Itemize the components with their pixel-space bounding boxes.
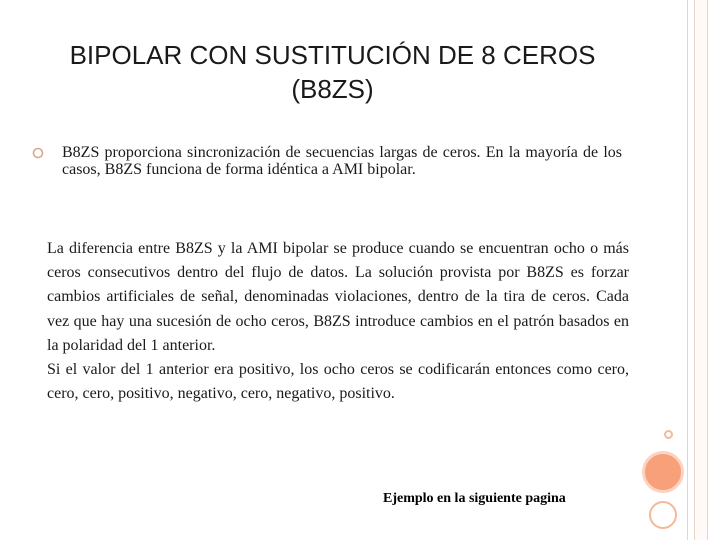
ring-circle-decoration-icon: [649, 501, 677, 529]
bullet-text: B8ZS proporciona sincronización de secuencias largas de ceros. En la mayoría de los casos, B8ZS funciona de forma idéntica a AMI bipolar.: [62, 144, 622, 178]
body-text: [47, 237, 629, 406]
hollow-circle-bullet-icon: [32, 147, 44, 159]
orange-circle-decoration-icon: [642, 451, 684, 493]
body-paragraph-1: La diferencia entre B8ZS y la AMI bipolar se produce cuando se encuentran ocho o más ceros consecutivos dentro del flujo de datos. La solución provista por B8ZS es forzar cambios artificiales de señal, denominadas violaciones, dentro de la tira de ceros. Cada vez que hay una sucesión de ocho ceros, B8ZS introduce cambios en el patrón basados en la polaridad del 1 anterior.: [47, 240, 629, 354]
bullet-item: [32, 144, 622, 178]
small-ring-decoration-icon: [664, 430, 673, 439]
next-page-note: Ejemplo en la siguiente pagina: [383, 491, 566, 506]
body-paragraph-2: Si el valor del 1 anterior era positivo, los ocho ceros se codificarán entonces como cero, cero, cero, positivo, negativo, cero, negativo, positivo.: [47, 361, 629, 403]
slide-title: BIPOLAR CON SUSTITUCIÓN DE 8 CEROS (B8ZS): [69, 40, 596, 104]
decorative-side-band: [694, 0, 708, 540]
